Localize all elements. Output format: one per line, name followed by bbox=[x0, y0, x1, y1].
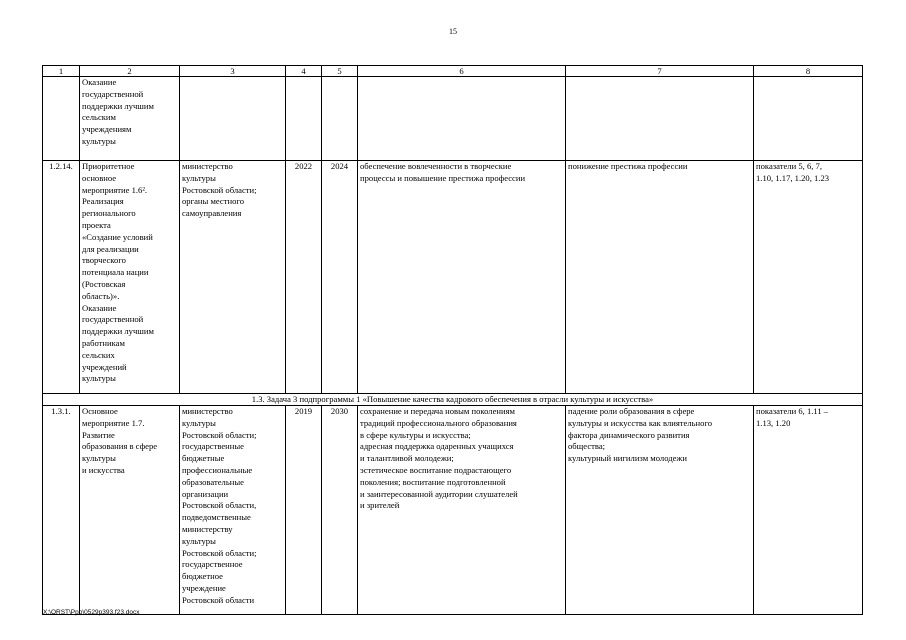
row-number: 1.3.1. bbox=[43, 406, 80, 615]
consequences-cell: падение роли образования в сфере культуры и искусства как влиятельного фактора динамического развития общества; культурный нигилизм молодежи bbox=[566, 406, 754, 615]
column-header: 2 bbox=[80, 66, 180, 77]
row-number: 1.2.14. bbox=[43, 161, 80, 394]
end-year-cell bbox=[322, 77, 358, 161]
table-row bbox=[43, 406, 863, 615]
result-cell: сохранение и передача новым поколениям традиций профессионального образования в сфере культуры и искусства; адресная поддержка одаренных учащихся и талантливой молодежи; эстетическое воспитание подрастающего поколения; воспитание подготовленной и заинтересованной аудитории слушателей и зрителей bbox=[358, 406, 566, 615]
page-number: 15 bbox=[449, 27, 457, 36]
column-header: 4 bbox=[286, 66, 322, 77]
column-header: 5 bbox=[322, 66, 358, 77]
executor-cell bbox=[180, 77, 286, 161]
executor-cell: министерство культуры Ростовской области; государственные бюджетные профессиональные образовательные организации Ростовской области, подведомственные министерству культуры Ростовской области; государственное бюджетное учреждение Ростовской области bbox=[180, 406, 286, 615]
activity-cell: Основное мероприятие 1.7. Развитие образования в сфере культуры и искусства bbox=[80, 406, 180, 615]
activity-cell: Приоритетное основное мероприятие 1.6². Реализация регионального проекта «Создание условий для реализации творческого потенциала нации (Ростовская область)». Оказание государственной поддержки лучшим работникам сельских учреждений культуры bbox=[80, 161, 180, 394]
program-table bbox=[42, 65, 863, 615]
section-header-row bbox=[43, 394, 863, 406]
result-cell bbox=[358, 77, 566, 161]
indicators-cell: показатели 6, 1.11 – 1.13, 1.20 bbox=[754, 406, 863, 615]
start-year-cell: 2022 bbox=[286, 161, 322, 394]
result-cell: обеспечение вовлеченности в творческие процессы и повышение престижа профессии bbox=[358, 161, 566, 394]
indicators-cell: показатели 5, 6, 7, 1.10, 1.17, 1.20, 1.23 bbox=[754, 161, 863, 394]
column-header: 7 bbox=[566, 66, 754, 77]
table-row bbox=[43, 161, 863, 394]
activity-cell: Оказание государственной поддержки лучшим сельским учреждениям культуры bbox=[80, 77, 180, 161]
executor-cell: министерство культуры Ростовской области; органы местного самоуправления bbox=[180, 161, 286, 394]
row-number bbox=[43, 77, 80, 161]
start-year-cell: 2019 bbox=[286, 406, 322, 615]
consequences-cell bbox=[566, 77, 754, 161]
consequences-cell: понижение престижа профессии bbox=[566, 161, 754, 394]
end-year-cell: 2030 bbox=[322, 406, 358, 615]
table-header-row bbox=[43, 66, 863, 77]
column-header: 8 bbox=[754, 66, 863, 77]
end-year-cell: 2024 bbox=[322, 161, 358, 394]
column-header: 1 bbox=[43, 66, 80, 77]
column-header: 3 bbox=[180, 66, 286, 77]
start-year-cell bbox=[286, 77, 322, 161]
indicators-cell bbox=[754, 77, 863, 161]
table-row bbox=[43, 77, 863, 161]
file-path-footer: X:\ORST\Ppo\0529p393.f23.docx bbox=[43, 609, 140, 616]
section-title: 1.3. Задача 3 подпрограммы 1 «Повышение качества кадрового обеспечения в отрасли культуры и искусства» bbox=[43, 394, 863, 406]
column-header: 6 bbox=[358, 66, 566, 77]
